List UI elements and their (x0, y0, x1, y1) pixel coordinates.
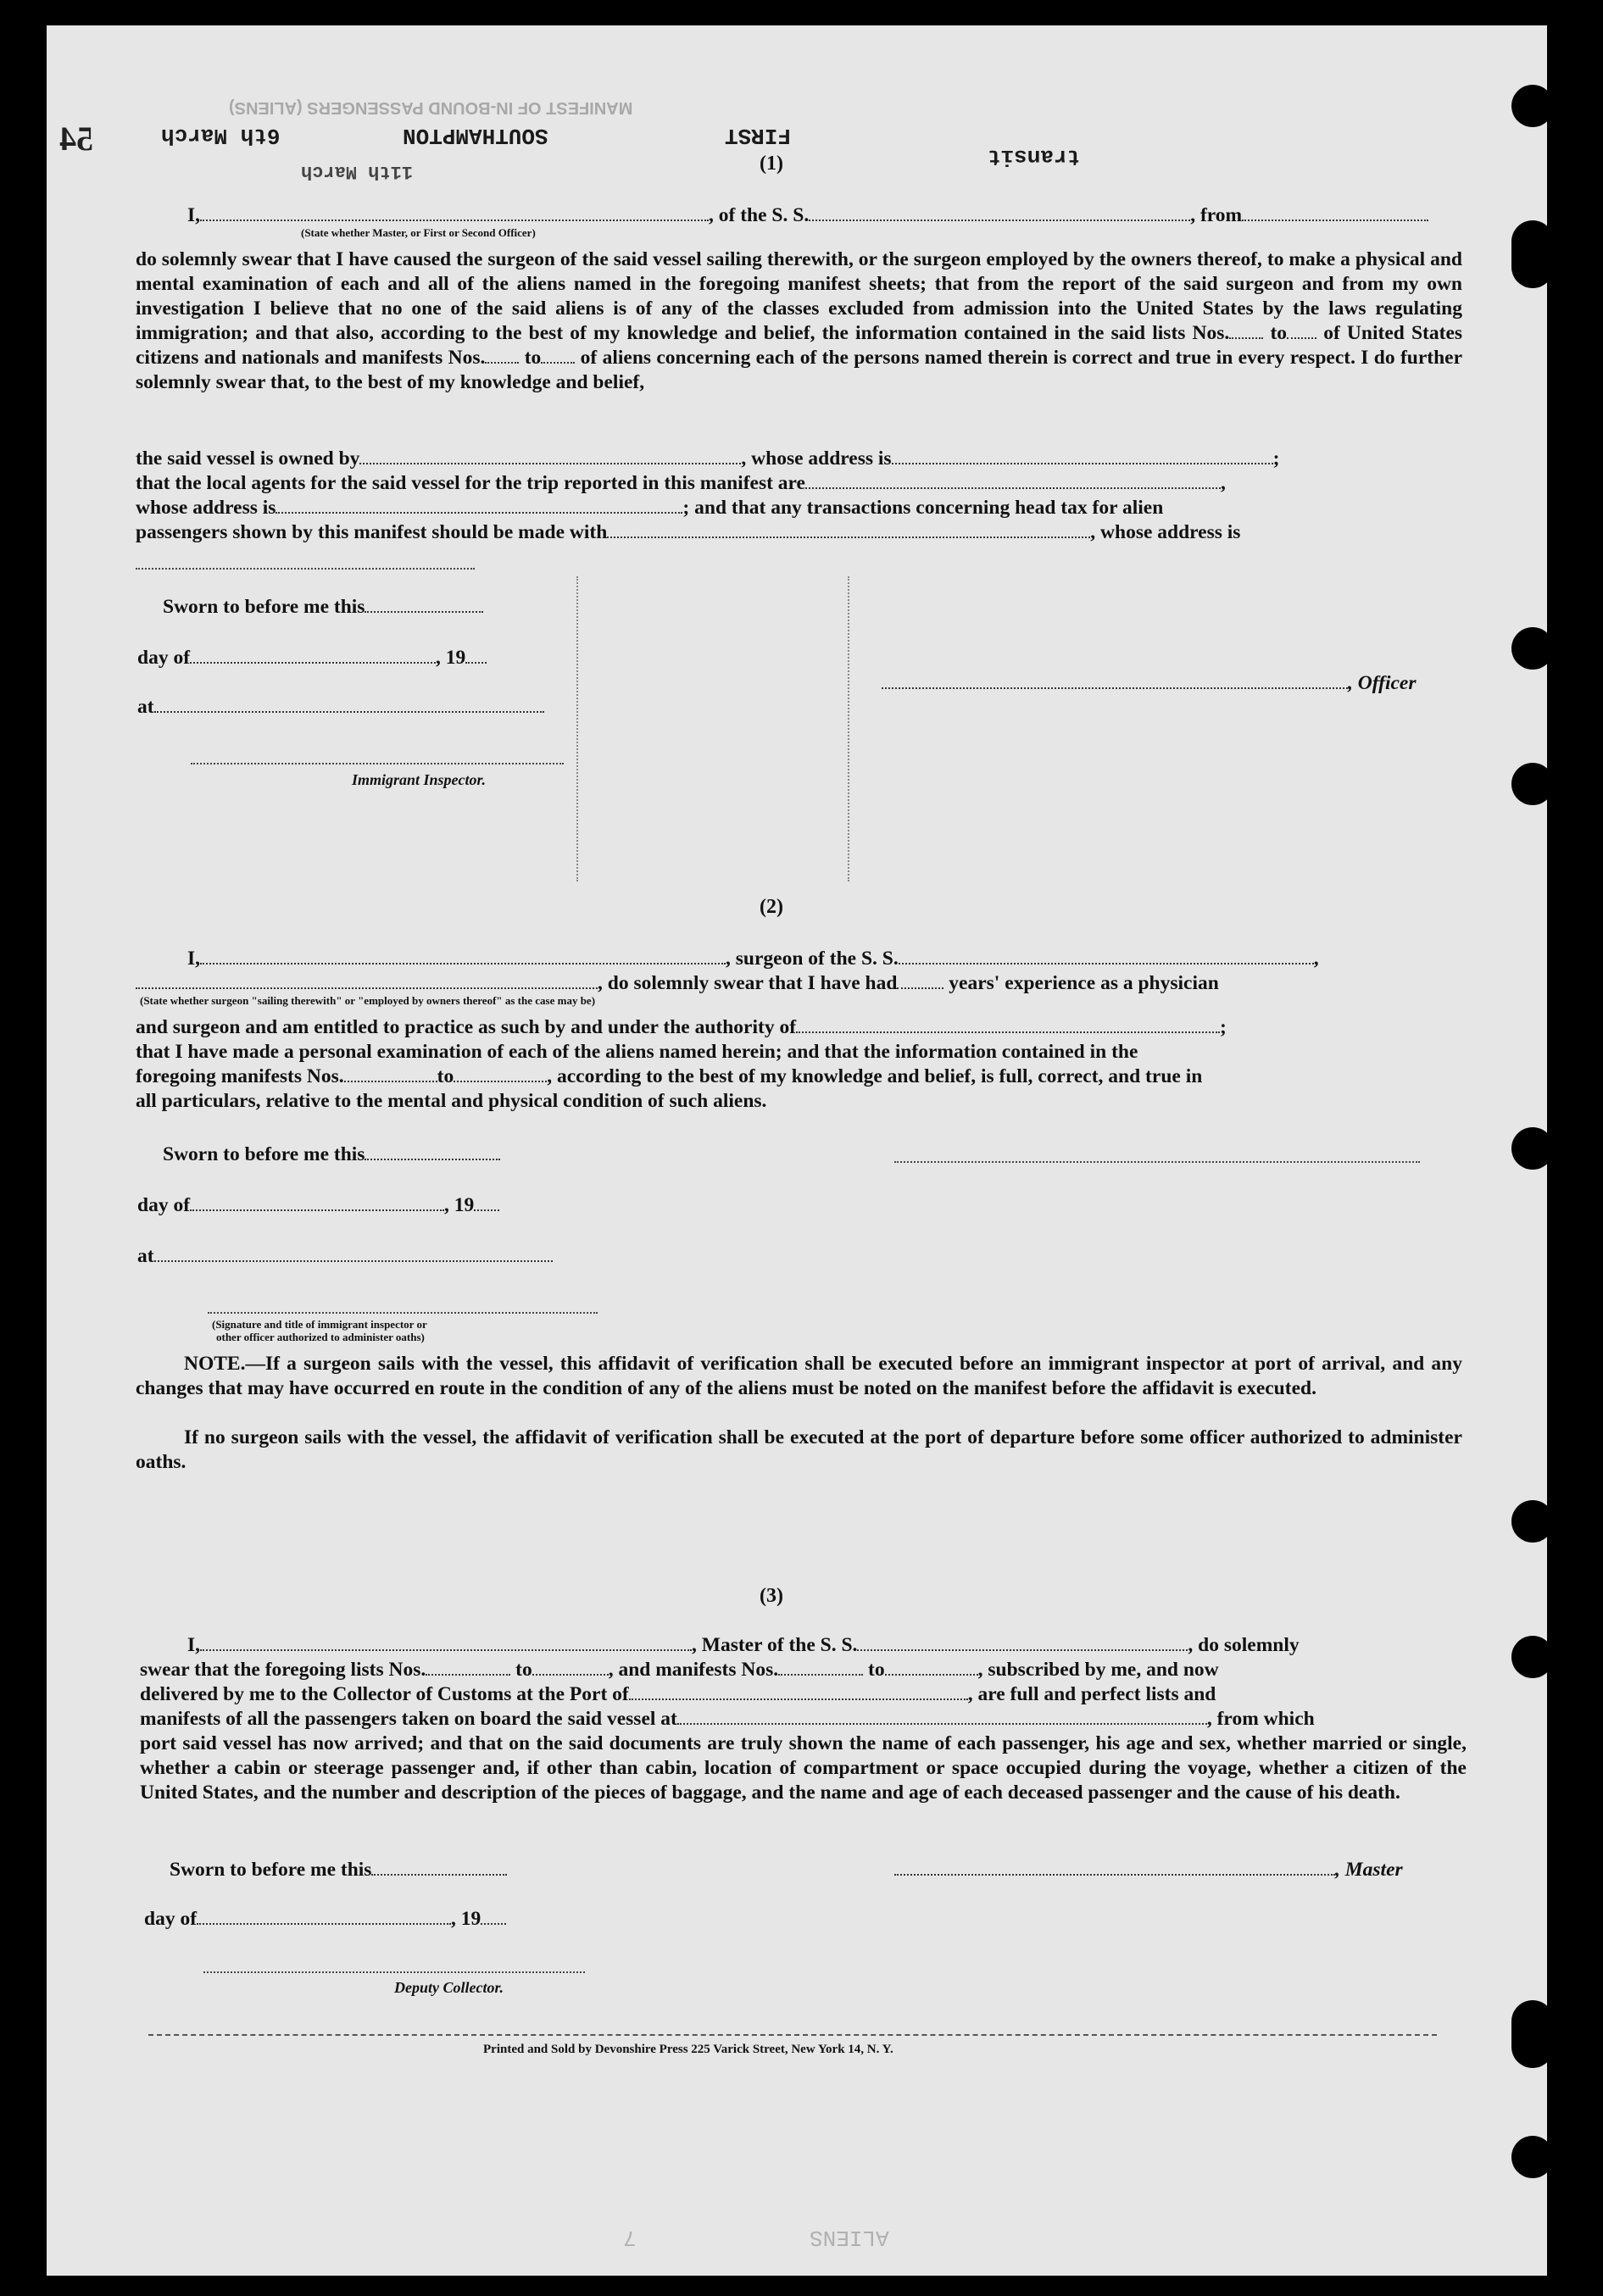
punch-hole (1511, 627, 1554, 670)
s2-sig-caption-1: (Signature and title of immigrant inspector or (212, 1318, 427, 1331)
s2-note: NOTE.—If a surgeon sails with the vessel, this affidavit of verification shall be executed before an immigrant inspector at port of arrival, and any changes that may have occurred en route in the condition of any of the aliens must be noted on the manifest before the affidavit is executed. (136, 1353, 1462, 1399)
mirrored-first: FIRST (725, 123, 792, 148)
s2-at: at (137, 1244, 553, 1269)
s2-sworn: Sworn to before me this (163, 1142, 500, 1167)
faint-bottom-number: 7 (623, 2225, 637, 2250)
s1-whose: whose address is ; and that any transactions concerning head tax for alien (136, 497, 1164, 519)
section-1-number: (1) (760, 153, 783, 175)
s1-passengers: passengers shown by this manifest should be made with , whose address is (136, 521, 1241, 543)
printer-imprint: Printed and Sold by Devonshire Press 225 Varick Street, New York 14, N. Y. (483, 2043, 893, 2056)
mirrored-port: SOUTHAMPTON (403, 123, 548, 148)
punch-hole (1511, 220, 1554, 288)
faint-bottom-word: ALIENS (810, 2225, 889, 2250)
s2-line2: , do solemnly swear that I have had years' experience as a physician (136, 971, 1219, 996)
form-page (47, 25, 1547, 2276)
s3-line1: I, , Master of the S. S. , do solemnly (187, 1634, 1300, 1656)
s1-day: day of , 19 (137, 646, 487, 670)
faint-stamp: MANIFEST OF IN-BOUND PASSENGERS (ALIENS) (229, 98, 633, 117)
s3-master: , Master (894, 1858, 1403, 1882)
s2-all-particulars: all particulars, relative to the mental and physical condition of such aliens. (136, 1090, 767, 1112)
s3-body: port said vessel has now arrived; and that on the said documents are truly shown the name of each passenger, his age and sex, whether married or single, whether a cabin or steerage passenger and, if other than cabin, location of compartment or space occupied during the voyage, whether a citizen of the United States, and the number and description of the pieces of baggage, and the name and age of each deceased passenger and the cause of his death. (140, 1732, 1467, 1804)
s1-agents: that the local agents for the said vessel for the trip reported in this manifest are , (136, 472, 1226, 494)
s1-body: do solemnly swear that I have caused the surgeon of the said vessel sailing therewith, or the surgeon employed by the owners thereof, to make a physical and mental examination of each and all of the aliens named in the foregoing manifest sheets; that from the report of the said surgeon and from my own investigation I believe that no one of the said aliens is of any of the classes excluded from admission into the United States by the laws regulating immigration; and that also, according to the best of my knowledge and belief, the information contained in the said lists Nos. to of United States citizens and nationals and manifests Nos. to of aliens concerning each of the persons named therein is correct and true in every respect. I do further solemnly swear that, to the best of my knowledge and belief, (136, 248, 1463, 393)
margin-mark: 54 (59, 120, 93, 158)
s3-line2: swear that the foregoing lists Nos. to , and manifests Nos. to , subscribed by me, and now (140, 1659, 1219, 1681)
s2-foregoing: foregoing manifests Nos. to , according to the best of my knowledge and belief, is full, correct, and true in (136, 1065, 1203, 1087)
s2-authority: and surgeon and am entitled to practice as such by and under the authority of ; (136, 1016, 1227, 1038)
punch-hole (1511, 1127, 1554, 1170)
punch-hole (1511, 2136, 1554, 2178)
s1-of-ss: , of the S. S. (709, 204, 810, 226)
s1-sworn: Sworn to before me this (163, 595, 483, 620)
s3-deputy-collector: Deputy Collector. (394, 1979, 504, 1996)
s1-caption: (State whether Master, or First or Second Officer) (301, 226, 536, 239)
s1-from: , from (1190, 204, 1243, 226)
s2-line1: I, , surgeon of the S. S. , (187, 948, 1319, 970)
s3-line4: manifests of all the passengers taken on board the said vessel at , from which (140, 1708, 1315, 1730)
s1-line1 (187, 203, 1428, 228)
s2-note2: If no surgeon sails with the vessel, the affidavit of verification shall be executed at the port of departure before some officer authorized to administer oaths. (136, 1426, 1462, 1473)
mirrored-date-left: 6th March (161, 123, 281, 148)
punch-hole (1511, 763, 1554, 805)
s2-exam: that I have made a personal examination of each of the aliens named herein; and that the information contained in the (136, 1041, 1138, 1063)
s1-at: at (137, 695, 544, 720)
s3-day: day of , 19 (144, 1907, 506, 1932)
s1-owned: the said vessel is owned by , whose address is ; (136, 448, 1280, 470)
section-3-number: (3) (760, 1585, 783, 1607)
mirrored-transit: transit (988, 144, 1081, 170)
s1-officer: , Officer (882, 671, 1416, 696)
punch-hole (1511, 1636, 1554, 1678)
s3-line3: delivered by me to the Collector of Customs at the Port of , are full and perfect lists and (140, 1683, 1216, 1705)
s2-sig-caption-2: other officer authorized to administer oaths) (216, 1331, 425, 1343)
mirrored-date-right: 11th March (301, 161, 414, 182)
punch-hole (1511, 85, 1554, 127)
s1-immigrant-inspector: Immigrant Inspector. (352, 771, 487, 788)
punch-hole (1511, 2000, 1554, 2068)
s1-i: I, (187, 204, 201, 226)
punch-hole (1511, 1500, 1554, 1543)
s2-caption: (State whether surgeon "sailing therewith" or "employed by owners thereof" as the case may be) (140, 994, 596, 1007)
s3-sworn: Sworn to before me this (170, 1858, 507, 1882)
section-2-number: (2) (760, 896, 783, 918)
s2-day: day of , 19 (137, 1193, 499, 1218)
